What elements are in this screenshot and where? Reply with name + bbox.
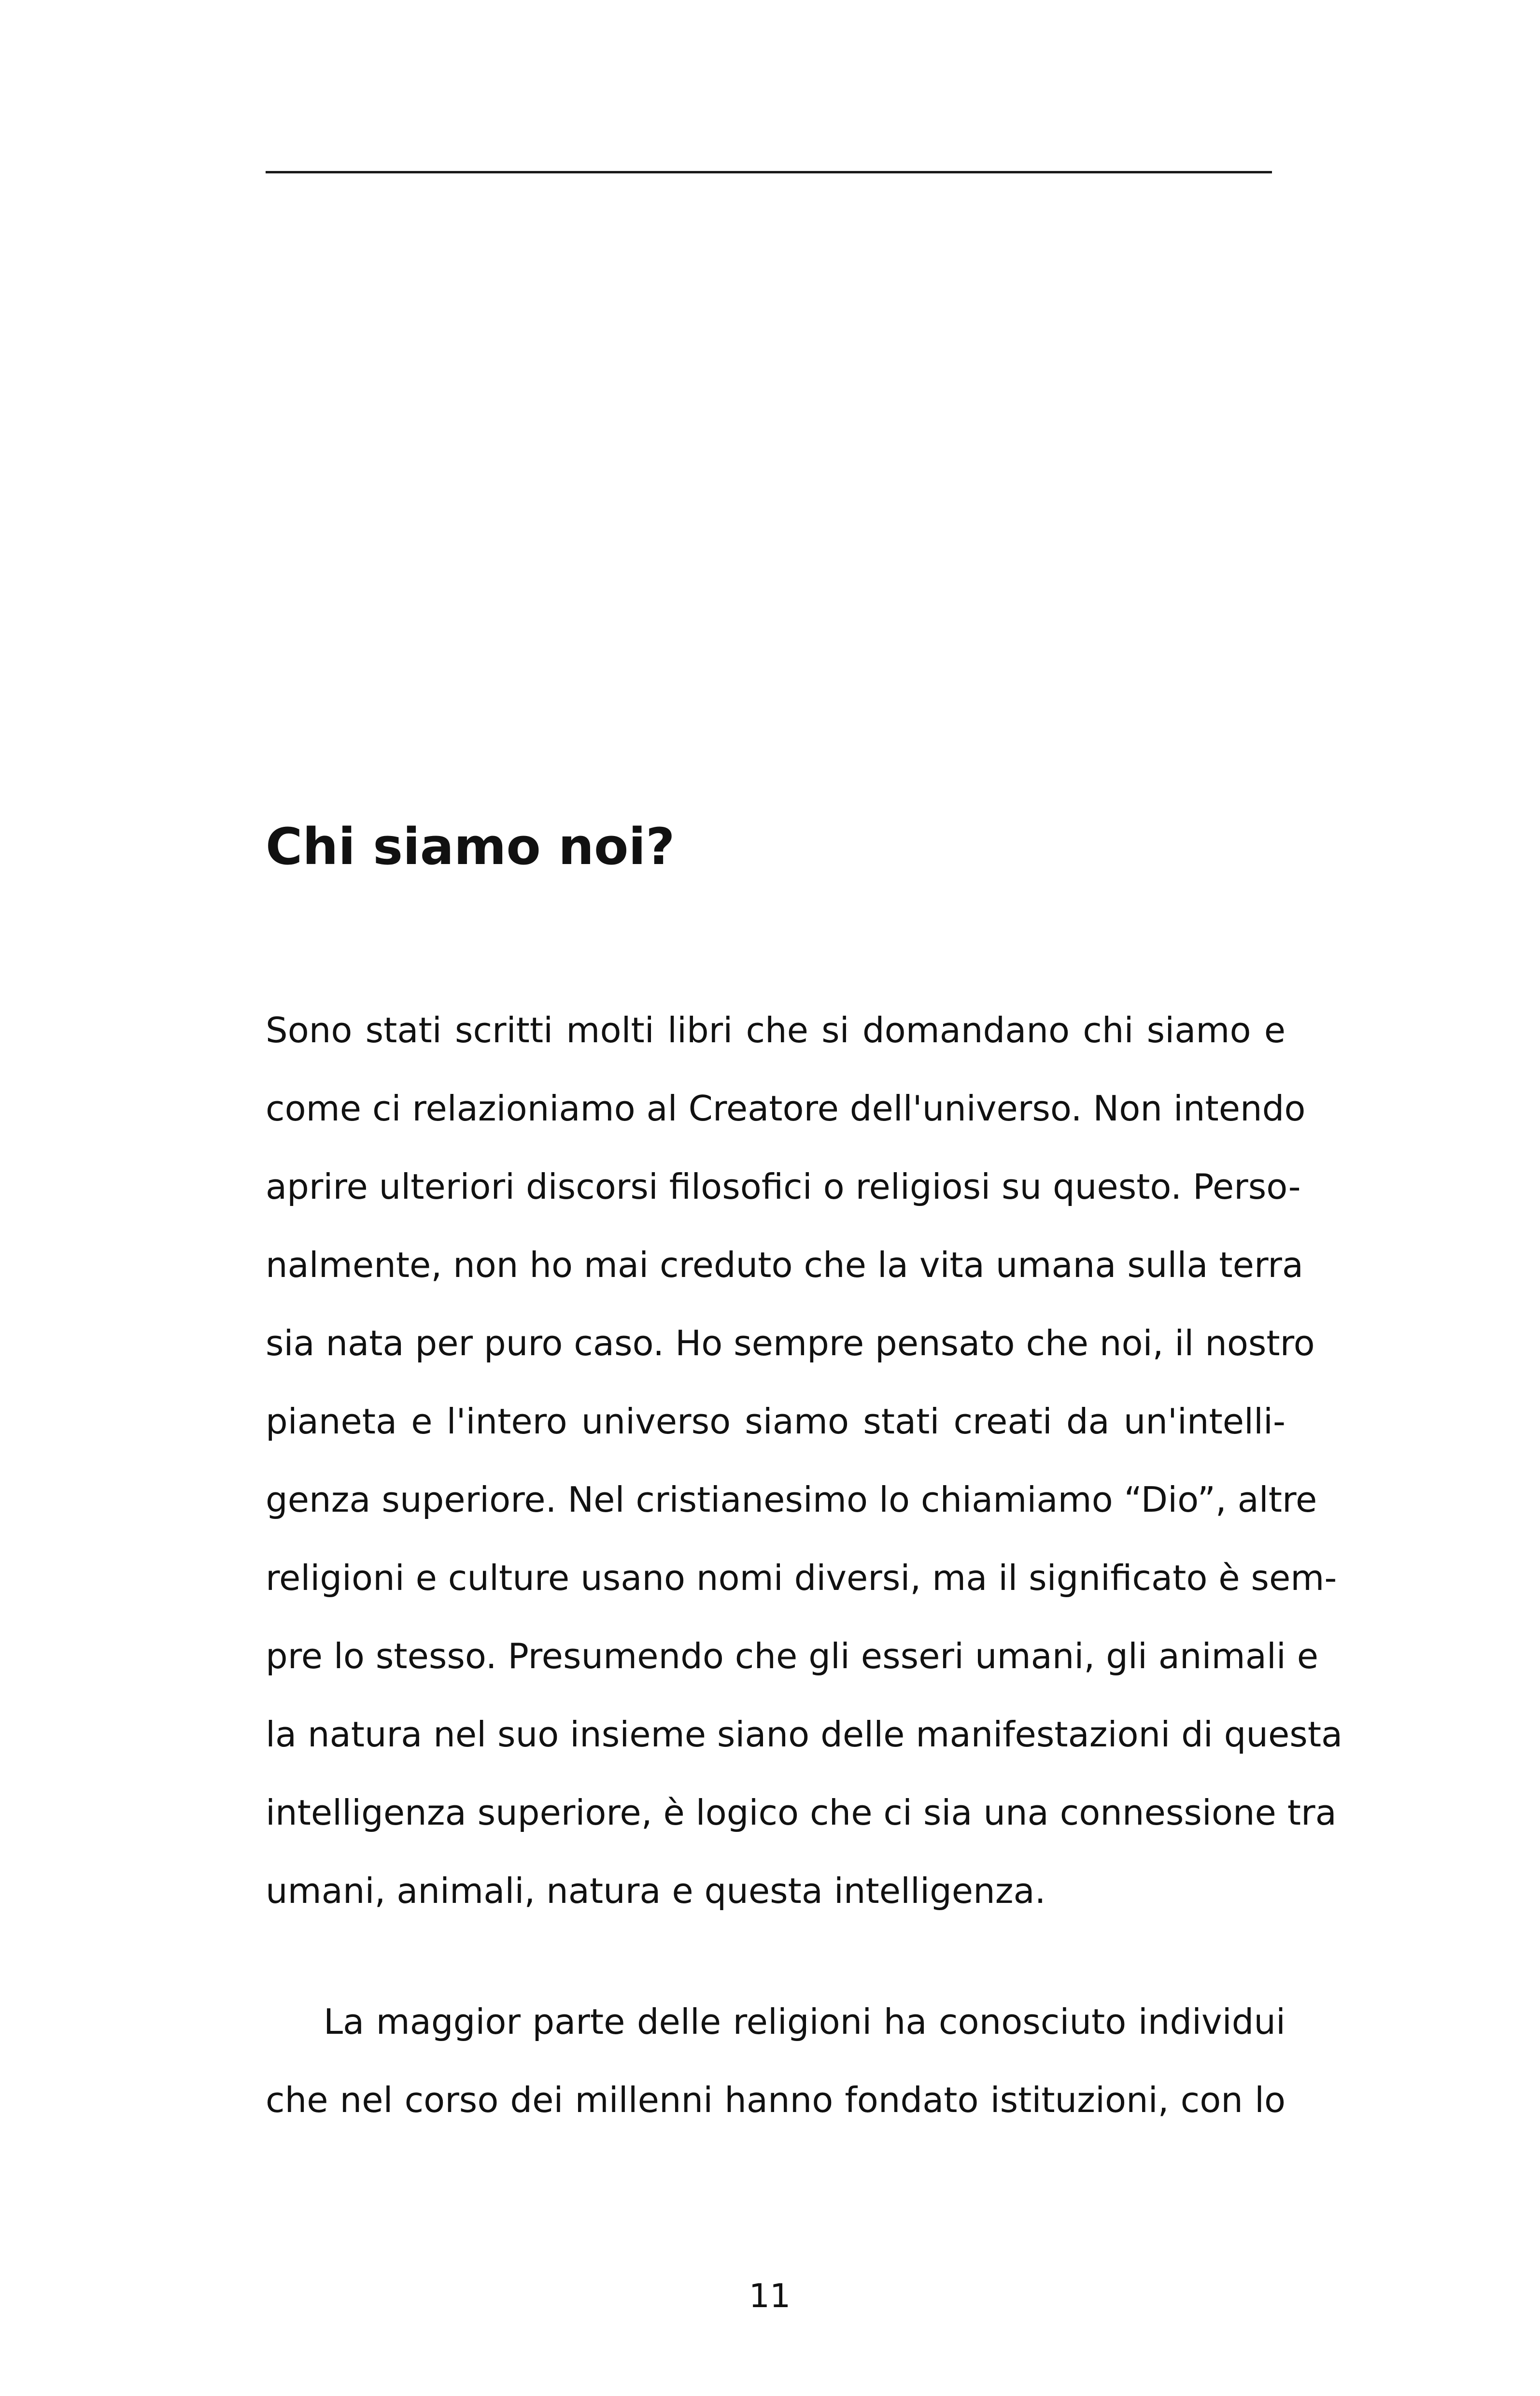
text-line: intelligenza superiore, è logico che ci sia una connessione tra: [266, 1792, 1337, 1833]
text-line: genza superiore. Nel cristianesimo lo chiamiamo “Dio”, altre: [266, 1479, 1317, 1520]
paragraph-2: [266, 1983, 1286, 2139]
text-line: La maggior parte delle religioni ha conosciuto individui: [324, 2001, 1286, 2042]
text-line: umani, animali, natura e questa intelligenza.: [266, 1871, 1046, 1911]
text-line: nalmente, non ho mai creduto che la vita umana sulla terra: [266, 1245, 1303, 1285]
header-rule: [266, 171, 1272, 173]
text-line: pre lo stesso. Presumendo che gli esseri umani, gli animali e: [266, 1636, 1319, 1676]
text-line: che nel corso dei millenni hanno fondato istituzioni, con lo: [266, 2080, 1286, 2120]
text-line: la natura nel suo insieme siano delle manifestazioni di questa: [266, 1714, 1343, 1755]
text-line: come ci relazioniamo al Creatore dell'universo. Non intendo: [266, 1088, 1306, 1129]
chapter-title: Chi siamo noi?: [266, 817, 675, 876]
paragraph-1: [266, 991, 1343, 1930]
page-number: 11: [749, 2277, 791, 2315]
text-line: Sono stati scritti molti libri che si domandano chi siamo e: [266, 1010, 1286, 1050]
text-line: aprire ulteriori discorsi filosofici o religiosi su questo. Perso-: [266, 1166, 1301, 1207]
text-line: sia nata per puro caso. Ho sempre pensato che noi, il nostro: [266, 1323, 1315, 1363]
text-line: religioni e culture usano nomi diversi, ma il significato è sem-: [266, 1558, 1337, 1598]
text-line: pianeta e l'intero universo siamo stati creati da un'intelli-: [266, 1401, 1286, 1442]
